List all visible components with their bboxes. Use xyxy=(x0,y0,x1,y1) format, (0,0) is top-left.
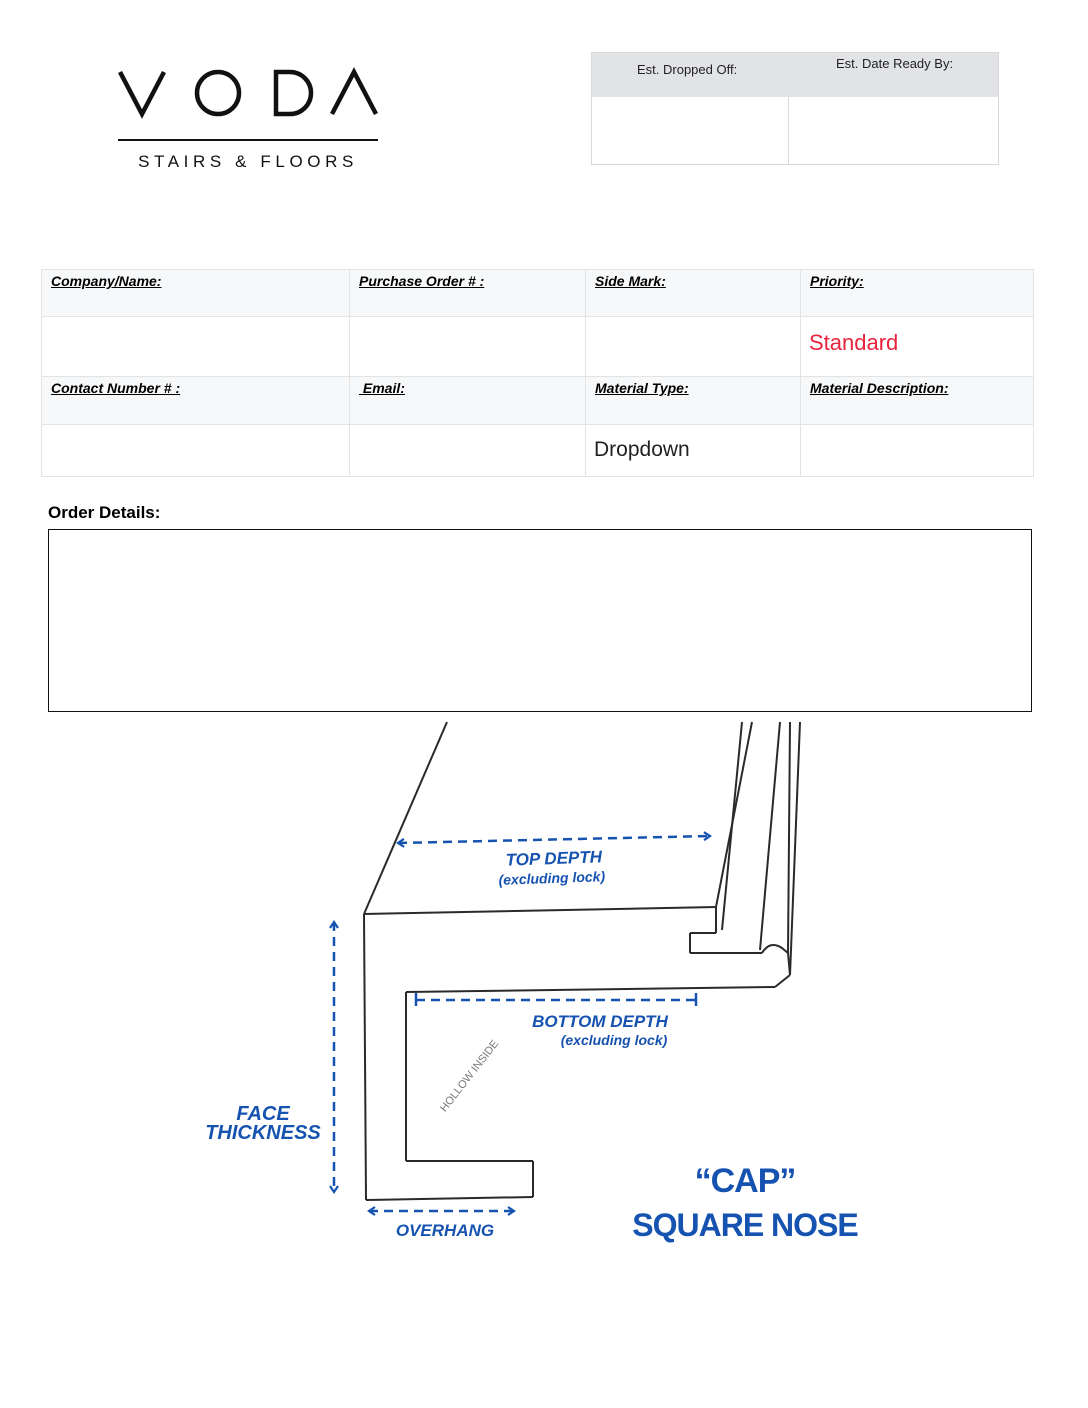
info-value-row-2 xyxy=(42,424,1033,477)
bottom-depth-label: BOTTOM DEPTH xyxy=(532,1012,668,1031)
top-depth-arrow xyxy=(398,836,710,843)
material-desc-label: Material Description: xyxy=(810,380,949,396)
stair-nose-outline xyxy=(364,722,800,1200)
overhang-label: OVERHANG xyxy=(395,1221,495,1240)
material-type-select[interactable] xyxy=(585,425,800,477)
brand-tagline: STAIRS & FLOORS xyxy=(138,152,358,171)
priority-value: Standard xyxy=(809,330,899,355)
email-field[interactable] xyxy=(349,425,585,477)
po-label: Purchase Order # : xyxy=(359,273,485,289)
order-details-label: Order Details: xyxy=(48,503,161,522)
side-mark-field[interactable] xyxy=(585,317,800,376)
company-label: Company/Name: xyxy=(51,273,162,289)
priority-label-cell xyxy=(800,270,1034,316)
bottom-depth-note: (excluding lock) xyxy=(560,1032,668,1048)
face-thickness-label-1: FACE xyxy=(236,1103,290,1125)
est-ready-by-field[interactable] xyxy=(791,99,997,163)
email-label: Email: xyxy=(359,380,405,396)
company-field[interactable] xyxy=(42,317,349,376)
est-divider xyxy=(788,97,789,165)
estimate-dates-box xyxy=(591,52,999,165)
hollow-inside-label: HOLLOW INSIDE xyxy=(438,1038,502,1115)
est-ready-by-label: Est. Date Ready By: xyxy=(836,56,954,71)
info-label-row-2 xyxy=(42,376,1033,424)
top-depth-note: (excluding lock) xyxy=(498,868,606,888)
top-depth-label: TOP DEPTH xyxy=(505,847,603,870)
priority-select[interactable] xyxy=(800,317,1034,376)
email-label-cell xyxy=(349,377,585,424)
voda-wordmark xyxy=(118,66,378,122)
contact-label-cell xyxy=(42,377,349,424)
contact-label: Contact Number # : xyxy=(51,380,181,396)
side-mark-label-cell xyxy=(585,270,800,316)
face-thickness-label-2: THICKNESS xyxy=(205,1122,321,1144)
order-details-textarea[interactable] xyxy=(48,529,1032,712)
priority-label: Priority: xyxy=(810,273,864,289)
side-mark-label: Side Mark: xyxy=(595,273,666,289)
material-type-label-cell xyxy=(585,377,800,424)
material-type-label: Material Type: xyxy=(595,380,689,396)
contact-field[interactable] xyxy=(42,425,349,477)
est-dropped-off-label: Est. Dropped Off: xyxy=(637,62,738,77)
order-info-grid xyxy=(41,269,1034,477)
company-label-cell xyxy=(42,270,349,316)
square-nose-title: SQUARE NOSE xyxy=(632,1207,858,1243)
cap-title: “CAP” xyxy=(694,1162,796,1200)
po-field[interactable] xyxy=(349,317,585,376)
material-type-value: Dropdown xyxy=(594,438,690,461)
est-dropped-off-field[interactable] xyxy=(594,99,786,163)
logo-divider xyxy=(118,139,378,141)
cap-square-nose-diagram xyxy=(0,715,1088,1255)
info-value-row xyxy=(42,316,1033,376)
material-desc-label-cell xyxy=(800,377,1034,424)
info-label-row xyxy=(42,270,1033,316)
po-label-cell xyxy=(349,270,585,316)
material-desc-field[interactable] xyxy=(800,425,1034,477)
